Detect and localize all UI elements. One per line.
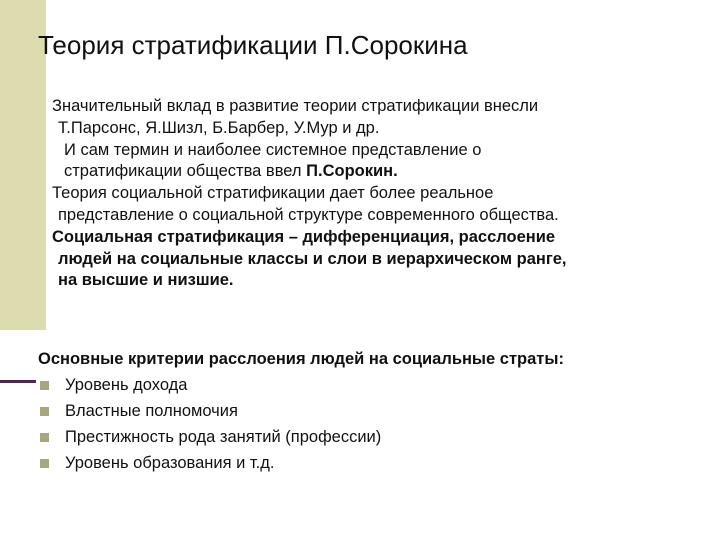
square-bullet-icon bbox=[40, 407, 49, 416]
square-bullet-icon bbox=[40, 381, 49, 390]
square-bullet-icon bbox=[40, 459, 49, 468]
paragraph-1 bbox=[52, 96, 692, 140]
slide-title: Теория стратификации П.Сорокина bbox=[38, 30, 468, 60]
criteria-item-label: Престижность рода занятий (профессии) bbox=[65, 428, 382, 446]
paragraph-4 bbox=[52, 227, 692, 292]
criteria-section bbox=[38, 346, 698, 476]
side-accent-rule bbox=[0, 380, 36, 383]
criteria-list bbox=[38, 372, 698, 476]
paragraph-3-line-2: представление о социальной структуре современного общества. bbox=[58, 205, 559, 224]
intro-text bbox=[52, 96, 692, 292]
paragraph-4-line-3: на высшие и низшие. bbox=[58, 271, 234, 290]
list-item bbox=[38, 450, 698, 476]
list-item bbox=[38, 424, 698, 450]
sorokin-name: П.Сорокин. bbox=[306, 162, 398, 181]
square-bullet-icon bbox=[40, 433, 49, 442]
list-item bbox=[38, 372, 698, 398]
paragraph-4-line-1: Социальная стратификация – дифференциация, расслоение bbox=[52, 227, 556, 246]
paragraph-2-line-2: стратификации общества ввел bbox=[64, 162, 307, 181]
paragraph-2 bbox=[52, 140, 692, 184]
criteria-item-label: Уровень дохода bbox=[65, 376, 188, 394]
paragraph-3-line-1: Теория социальной стратификации дает более реальное bbox=[52, 184, 494, 203]
criteria-item-label: Властные полномочия bbox=[65, 402, 238, 420]
paragraph-1-line-1: Значительный вклад в развитие теории стратификации внесли bbox=[52, 97, 539, 115]
paragraph-2-line-1: И сам термин и наиболее системное представление о bbox=[64, 140, 482, 159]
criteria-item-label: Уровень образования и т.д. bbox=[65, 454, 275, 472]
paragraph-3 bbox=[52, 183, 692, 227]
paragraph-4-line-2: людей на социальные классы и слои в иерархическом ранге, bbox=[58, 249, 567, 268]
criteria-heading: Основные критерии расслоения людей на социальные страты: bbox=[38, 350, 564, 368]
paragraph-1-line-2: Т.Парсонс, Я.Шизл, Б.Барбер, У.Мур и др. bbox=[58, 118, 380, 137]
list-item bbox=[38, 398, 698, 424]
